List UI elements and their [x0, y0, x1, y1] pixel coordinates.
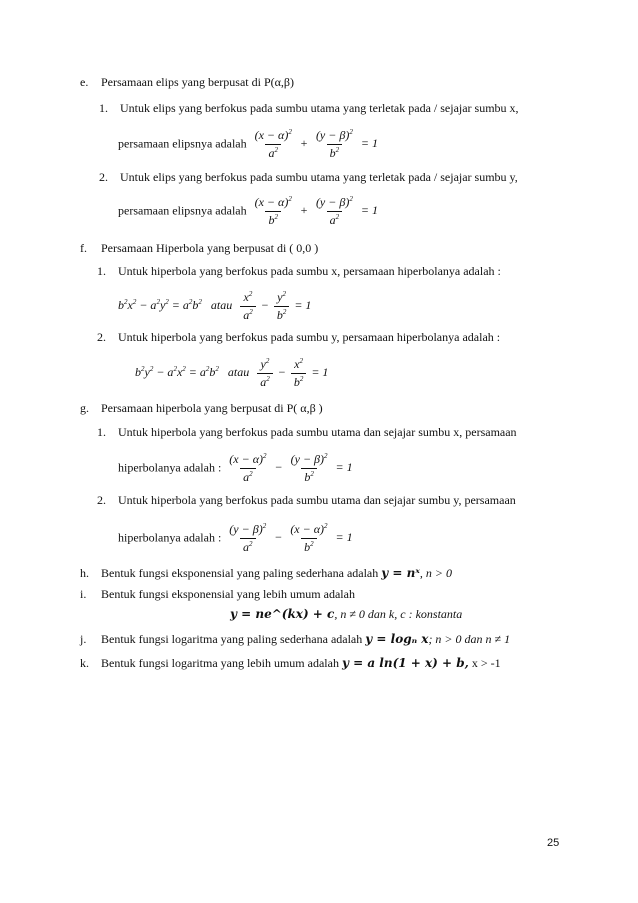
item-k [80, 656, 501, 671]
formula-condition: ; n > 0 dan n ≠ 1 [428, 632, 511, 646]
hyperbola-x-equation: $b^2x^2 - a^2y^2 = a^2b^2$ atau $\frac{x^2}{a^2}$ − $\frac{y^2}{b^2}$ = 1 [118, 290, 312, 322]
item-e-eq2 [118, 195, 378, 228]
atau-word: atau [227, 365, 250, 380]
ellipse-y-equation: $\frac{(x - \alpha)^2}{b^2}$ + $\frac{(y - \beta)^2}{a^2}$ = 1 [254, 195, 378, 227]
item-letter: e. [80, 75, 89, 89]
item-letter: i. [80, 587, 87, 601]
sub-num: 2. [99, 170, 108, 184]
log-simple-formula: y = logₙ x [365, 632, 429, 646]
item-text: Persamaan elips yang berpusat di P(α,β) [101, 75, 295, 89]
sub-text: Untuk hiperbola yang berfokus pada sumbu y, persamaan hiperbolanya adalah : [118, 330, 501, 344]
log-general-formula: y = a ln(1 + x) + b, [341, 656, 469, 670]
item-text: Bentuk fungsi eksponensial yang paling sederhana adalah [101, 566, 379, 580]
item-g-eq1 [118, 452, 353, 485]
item-f [80, 241, 318, 256]
item-i [80, 587, 355, 602]
ellipse-x-equation: $\frac{(x - \alpha)^2}{a^2}$ + $\frac{(y - \beta)^2}{b^2}$ = 1 [254, 128, 378, 160]
item-f-sub2 [97, 330, 500, 345]
sub-text: Untuk hiperbola yang berfokus pada sumbu x, persamaan hiperbolanya adalah : [118, 264, 501, 278]
item-letter: g. [80, 401, 89, 415]
item-letter: j. [80, 632, 87, 646]
exp-simple-formula: y = nˣ [381, 566, 420, 580]
item-g-sub2 [97, 493, 516, 508]
atau-word: atau [210, 298, 233, 313]
item-e [80, 75, 294, 90]
item-i-formula [230, 607, 462, 622]
item-letter: k. [80, 656, 89, 670]
sub-num: 1. [97, 425, 106, 439]
item-f-sub1 [97, 264, 501, 279]
exp-general-formula: y = ne^(kx) + c [230, 607, 335, 621]
hyperbola-shift-y-equation: $\frac{(y - \beta)^2}{a^2}$ − $\frac{(x - \alpha)^2}{b^2}$ = 1 [229, 522, 353, 554]
hyperbola-y-equation: $b^2y^2 - a^2x^2 = a^2b^2$ atau $\frac{y^2}{a^2}$ − $\frac{x^2}{b^2}$ = 1 [135, 357, 329, 389]
sub-num: 2. [97, 493, 106, 507]
item-f-eq1 [118, 290, 311, 323]
eq-lead: persamaan elipsnya adalah [118, 203, 247, 218]
item-text: Bentuk fungsi logaritma yang lebih umum adalah [101, 656, 339, 670]
sub-num: 1. [99, 101, 108, 115]
item-g-sub1 [97, 425, 517, 440]
page-number: 25 [547, 837, 560, 849]
item-e-sub1 [99, 101, 519, 116]
formula-condition: , n > 0 [419, 566, 452, 580]
item-text: Bentuk fungsi eksponensial yang lebih umum adalah [101, 587, 355, 601]
formula-condition: x > -1 [471, 656, 501, 670]
sub-num: 2. [97, 330, 106, 344]
formula-condition: , n ≠ 0 dan k, c : konstanta [334, 607, 463, 621]
item-f-eq2 [135, 357, 328, 390]
item-e-eq1 [118, 128, 378, 161]
item-text: Bentuk fungsi logaritma yang paling sederhana adalah [101, 632, 363, 646]
item-j [80, 632, 510, 647]
sub-text: Untuk hiperbola yang berfokus pada sumbu utama dan sejajar sumbu x, persamaan [118, 425, 517, 439]
item-h [80, 566, 452, 581]
item-letter: f. [80, 241, 87, 255]
sub-text: Untuk elips yang berfokus pada sumbu utama yang terletak pada / sejajar sumbu y, [120, 170, 518, 184]
item-g [80, 401, 323, 416]
hyperbola-shift-x-equation: $\frac{(x - \alpha)^2}{a^2}$ − $\frac{(y - \beta)^2}{b^2}$ = 1 [229, 452, 353, 484]
item-e-sub2 [99, 170, 518, 185]
item-text: Persamaan Hiperbola yang berpusat di ( 0,0 ) [101, 241, 319, 255]
sub-num: 1. [97, 264, 106, 278]
sub-text: Untuk elips yang berfokus pada sumbu utama yang terletak pada / sejajar sumbu x, [120, 101, 519, 115]
item-text: Persamaan hiperbola yang berpusat di P( α,β ) [101, 401, 323, 415]
item-letter: h. [80, 566, 89, 580]
eq-lead: hiperbolanya adalah : [118, 460, 222, 475]
eq-lead: persamaan elipsnya adalah [118, 136, 247, 151]
item-g-eq2 [118, 522, 353, 555]
sub-text: Untuk hiperbola yang berfokus pada sumbu utama dan sejajar sumbu y, persamaan [118, 493, 516, 507]
eq-lead: hiperbolanya adalah : [118, 530, 222, 545]
